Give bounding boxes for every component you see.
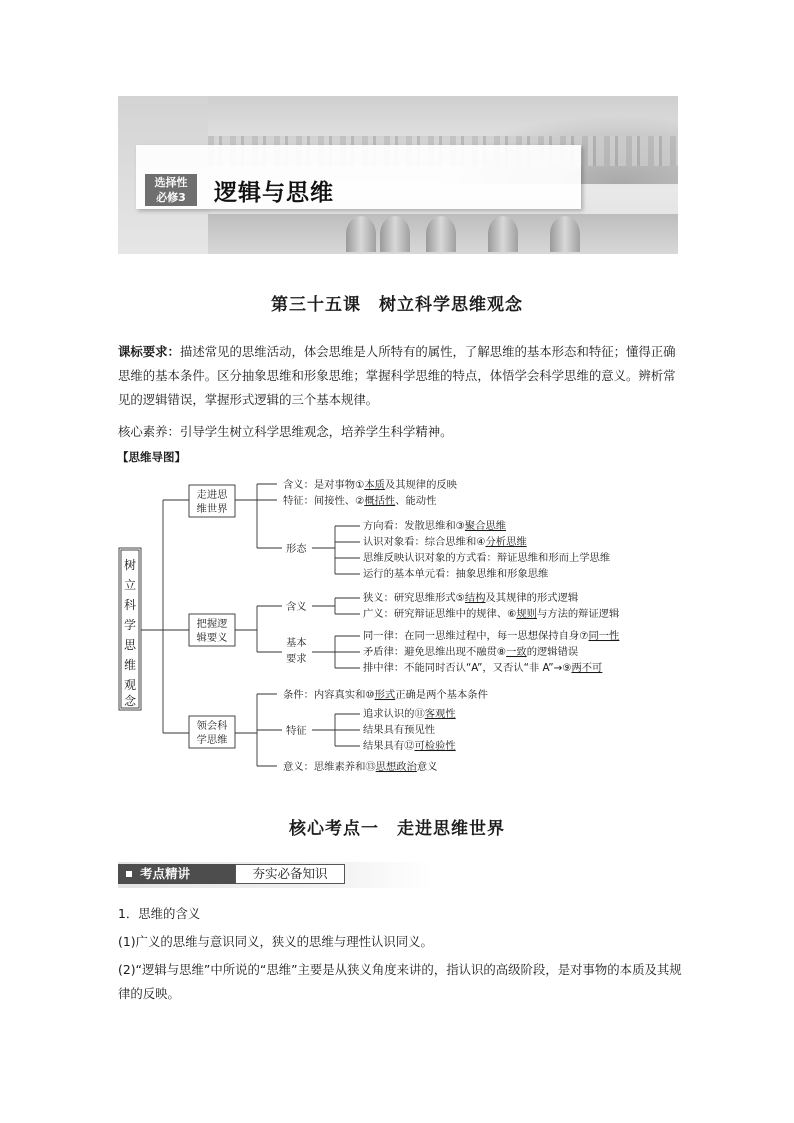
root-char: 观 <box>123 678 137 692</box>
b2-req-label-1: 基本 <box>286 637 307 649</box>
b2-meaning-broad: 广义：研究辩证思维中的规律、⑥规则与方法的辩证逻辑 <box>363 608 620 620</box>
b1-features: 特征：间接性、②概括性、能动性 <box>283 495 437 507</box>
b2-req-excluded-middle: 排中律：不能同时否认“A”，又否认“非 A”→⑨两不可 <box>363 662 603 674</box>
b3-feature-2: 结果具有预见性 <box>363 724 436 736</box>
badge-line: 必修3 <box>156 191 186 204</box>
branch-2-line2: 辑要义 <box>196 632 228 644</box>
b3-significance: 意义：思维素养和⑬思想政治意义 <box>283 761 438 773</box>
b2-req-label-2: 要求 <box>286 653 307 665</box>
body-paragraph-1: (1)广义的思维与意识同义，狭义的思维与理性认识同义。 <box>118 934 433 949</box>
section-bar-dark-label: 考点精讲 <box>140 866 191 881</box>
book-title: 逻辑与思维 <box>214 180 334 206</box>
branch-2-connectors <box>235 606 282 652</box>
branch-3-line2: 学思维 <box>196 734 228 746</box>
b2-req-connectors <box>312 636 360 668</box>
b3-features-label: 特征 <box>286 725 307 737</box>
b3-feature-3: 结果具有⑫可检验性 <box>363 740 456 752</box>
b1-form-1: 方向看：发散思维和③聚合思维 <box>363 520 507 532</box>
b2-meaning-label: 含义 <box>286 601 307 613</box>
b3-feature-1: 追求认识的⑪客观性 <box>363 708 456 720</box>
section-bar-light: 夯实必备知识 <box>235 864 345 884</box>
square-icon <box>126 871 132 877</box>
b2-req-contradiction: 矛盾律：避免思维出现不融贯⑧一致的逻辑错误 <box>363 646 579 658</box>
b1-forms-connectors <box>312 526 360 574</box>
badge-line: 选择性 <box>154 176 188 189</box>
root-char: 念 <box>123 694 137 708</box>
root-char: 科 <box>123 598 137 612</box>
root-char: 思 <box>123 638 137 652</box>
section-bar <box>118 862 433 888</box>
body-heading: 1．思维的含义 <box>118 906 201 921</box>
b2-meaning-narrow: 狭义：研究思维形式⑤结构及其规律的形式逻辑 <box>363 592 579 604</box>
branch-1-line2: 维世界 <box>196 503 228 515</box>
root-connectors <box>141 500 189 733</box>
b3-conditions: 条件：内容真实和⑩形式正确是两个基本条件 <box>283 689 488 701</box>
section-title: 核心考点一 走进思维世界 <box>289 819 505 839</box>
literacy-text: 引导学生树立科学思维观念，培养学生科学精神。 <box>179 424 453 439</box>
branch-3-connectors <box>235 694 282 766</box>
b1-form-2: 认识对象看：综合思维和④分析思维 <box>363 536 527 548</box>
b1-definition: 含义：是对事物①本质及其规律的反映 <box>283 479 457 491</box>
root-char: 树 <box>123 558 137 572</box>
branch-3-line1: 领会科 <box>196 720 228 732</box>
b3-features-connectors <box>312 714 360 746</box>
branch-2-line1: 把握逻 <box>196 618 228 630</box>
b1-form-3: 思维反映认识对象的方式看：辩证思维和形而上学思维 <box>363 552 611 564</box>
body-paragraph-2: (2)“逻辑与思维”中所说的“思维”主要是从狭义角度来讲的，指认识的高级阶段，是对事物的本质及其规律的反映。 <box>118 962 682 1001</box>
standards-label: 课标要求： <box>118 344 180 359</box>
root-char: 立 <box>123 578 137 592</box>
root-char: 学 <box>123 618 137 632</box>
lesson-title: 第三十五课 树立科学思维观念 <box>271 295 523 315</box>
mindmap-label: 【思维导图】 <box>117 450 186 464</box>
b1-forms-label: 形态 <box>286 543 307 555</box>
branch-1-line1: 走进思 <box>196 489 228 501</box>
literacy-label: 核心素养： <box>118 424 180 439</box>
section-bar-dark <box>118 864 235 884</box>
b2-req-identity: 同一律：在同一思维过程中，每一思想保持自身⑦同一性 <box>363 630 620 642</box>
standards-text: 描述常见的思维活动，体会思维是人所特有的属性，了解思维的基本形态和特征；懂得正确思维的基本条件。区分抽象思维和形象思维；掌握科学思维的特点，体悟学会科学思维的意义。辨析常见的逻辑错误，掌握形式逻辑的三个基本规律。 <box>118 344 676 407</box>
root-char: 维 <box>123 658 137 672</box>
b1-form-4: 运行的基本单元看：抽象思维和形象思维 <box>363 568 549 580</box>
branch-1-connectors <box>235 484 282 548</box>
b2-meaning-connectors <box>312 598 360 614</box>
